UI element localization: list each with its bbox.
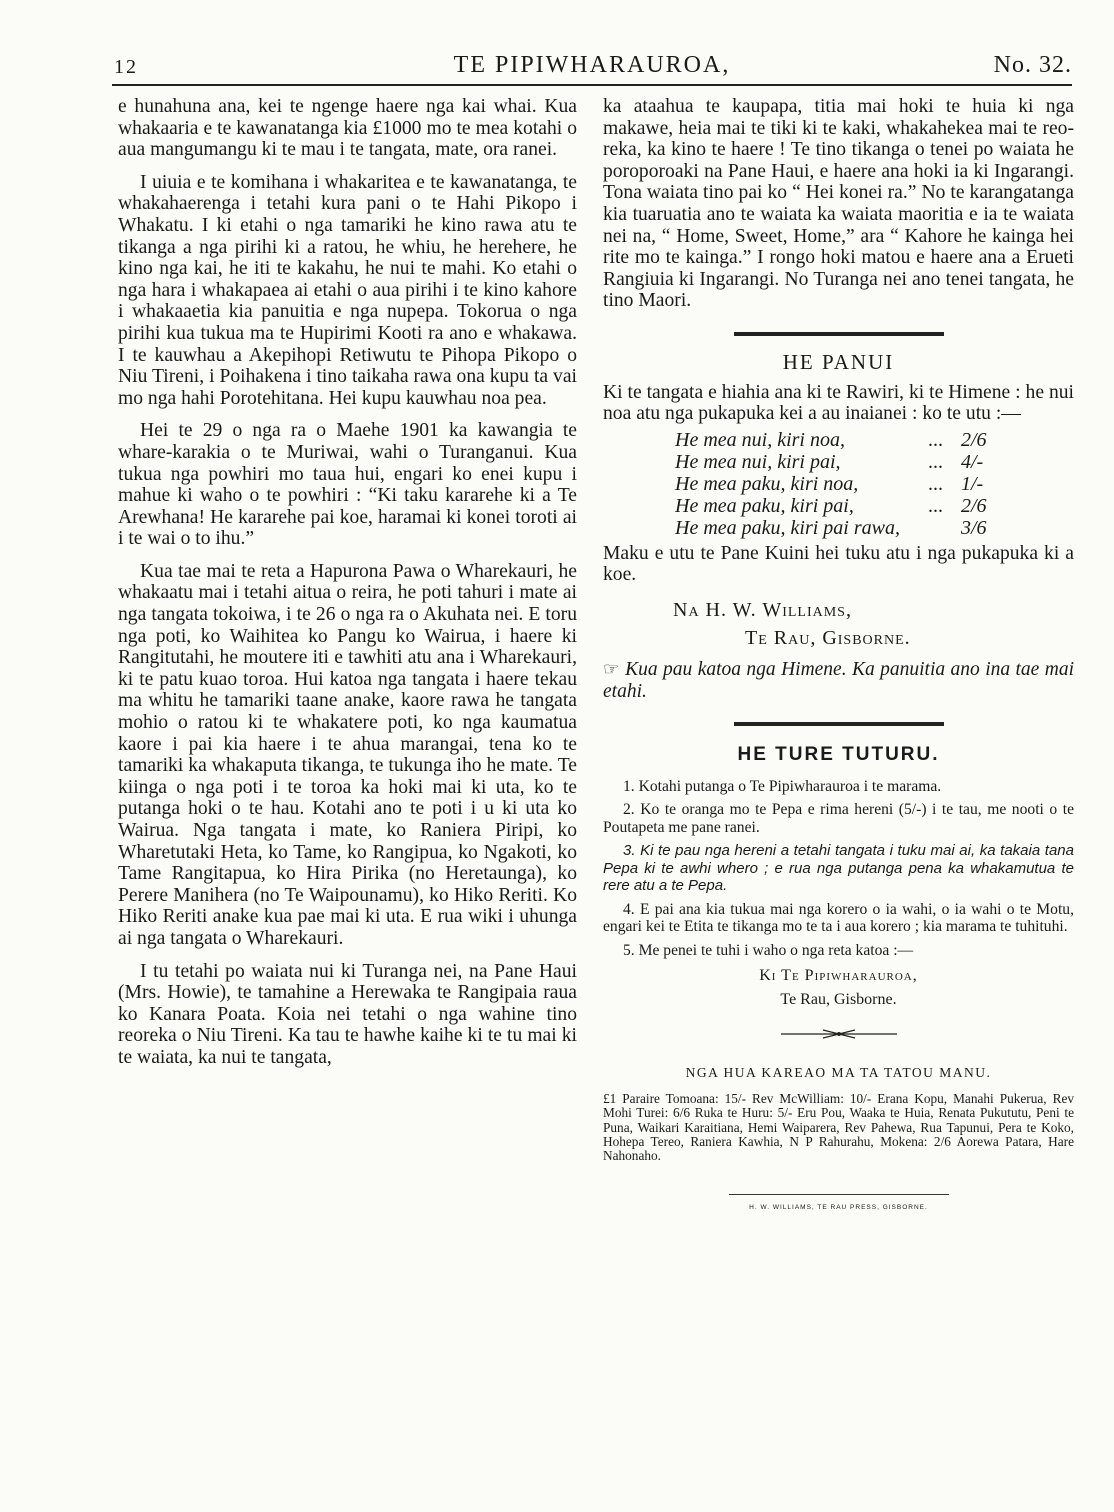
page-header (112, 52, 1072, 86)
notice-note-text: Kua pau katoa nga Himene. Ka panuitia ano ina tae mai etahi. (603, 659, 1074, 702)
left-column (118, 96, 577, 1080)
rules-list (603, 778, 1074, 960)
price-row (675, 451, 987, 473)
article-paragraph: Kua tae mai te reta a Hapurona Pawa o Wharekauri, he whakaatu mai i tetahi aitua o reira, he poti tahuri i mate ai nga tangata tokoiwa, i te 26 o nga ra o Akuhata nei. E toru nga poti, ko Waihitea ko Pangu ko Wairua, i haere ki Rangitutahi, he moutere iti e tawhiti atu ana i Wharekauri, ki te patu kuao toroa. Hui katoa nga tangata i haere tekau ma whitu he tamariki taane anake, kaore rawa he tangata mohio o ratou ki te whakatere poti, ko nga kaumatua kaore i pai kia haere i te ahua marangai, tena ko te tamariki ka whakaputa tikanga, te tukunga iho he mate. Te kiinga o nga poti i te toroa ka hoki mai ki uta, ko te putanga hoki o te hau. Kotahi ano te poti i u ki uta ko Wairua. Nga tangata i mate, ko Raniera Piripi, ko Wharetutaki Heta, ko Tame, ko Rangipua, ko Ngakoti, ko Tame Rangitapua, ko Hira Pirika (no Heretaunga), ko Perere Manihera (no Te Waipounamu), ko Hiko Reriti. Ko Hiko Reriti anake kua pae mai ki uta. E rua wiki i uhunga ai nga tangata o Wharekauri. (118, 560, 577, 949)
rules-section (603, 744, 1074, 1010)
price-dots: ... (927, 428, 943, 451)
footer-rule (729, 1194, 949, 1195)
price-value: 4/- (960, 450, 984, 473)
price-item: He mea paku, kiri pai, (675, 494, 854, 517)
notice-section (603, 349, 1074, 702)
article-paragraph: Hei te 29 o nga ra o Maehe 1901 ka kawangia te whare-karakia o te Muriwai, wahi o Turanganui. Kua tukua nga powhiri mo taua hui, engari ko enei kupu i mahue ki waho o te powhiri : “Ki taku kararehe ki a Te Arewhana! He kararehe pai koe, haramai ki konei toroti ai i te wai o to ihu.” (118, 420, 577, 550)
rule-item: 2. Ko te oranga mo te Pepa e rima hereni (5/-) i te tau, me nooti o te Poutapeta me pane ranei. (603, 801, 1074, 836)
price-row (675, 473, 987, 495)
price-item: He mea paku, kiri noa, (675, 472, 859, 495)
price-dots: ... (927, 450, 943, 473)
ornament-divider-icon (603, 1025, 1074, 1047)
notice-note (603, 659, 1074, 702)
price-dots (900, 517, 961, 539)
rules-address-place: Te Rau, Gisborne. (780, 990, 897, 1008)
article-continuation: ka ataahua te kaupapa, titia mai hoki te huia ki nga makawe, heia mai te tiki ki te kaki, whakahekea mai te reo-reka, ka kino te haere ! Te tino tikanga o tenei po waiata he poroporoaki na Pane Haui, e haere ana hoki ia ki Ingarangi. Tona waiata tino pai ko “ Hei konei ra.” No te karangatanga kia tuaruatia ano te waiata ka waiata maoritia e ia te waiata nei na, “ Home, Sweet, Home,” ara “ Kahore he kainga hei rite mo te kainga.” I rongo hoki matou e haere ana a Erueti Rangiuia ki Ingarangi. No Turanga nei ano tenei tangata, he tino Maori. (603, 96, 1074, 312)
section-divider (734, 722, 944, 726)
pointing-hand-icon: ☞ (603, 659, 620, 680)
header-rule (112, 84, 1072, 86)
fund-section (603, 1062, 1074, 1164)
article-paragraph: I tu tetahi po waiata nui ki Turanga nei, na Pane Haui (Mrs. Howie), te tamahine a Herewaka te Rangipaia raua ko Kanara Poata. Koia nei tetahi o nga wahine tino reoreka o Niu Tireni. Ka tau te hawhe kaihe ki te tu mai ki te waiata, ka nui te tangata, (118, 960, 577, 1068)
price-value: 1/- (960, 472, 984, 495)
rules-address-name: Ki Te Pipiwharauroa, (759, 967, 918, 985)
price-item: He mea nui, kiri noa, (675, 428, 845, 451)
rule-item: 4. E pai ana kia tukua mai nga korero o ia wahi, o ia wahi o te Motu, engari kei te Etita te tikanga mo te ta i aua korero ; kia marama te tuhituhi. (603, 900, 1074, 936)
right-column (603, 96, 1074, 1218)
notice-payment: Maku e utu te Pane Kuini hei tuku atu i nga pukapuka ki a koe. (603, 542, 1074, 586)
article-paragraph: I uiuia e te komihana i whakaritea e te kawanatanga, te whakahaerenga i tetahi kura pani o te Hahi Pikopo i Whakatu. I ki etahi o nga tamariki he kino rawa atu te tikanga a nga pirihi ki a ratou, he whiu, he herehere, he kino nga kai, he iti te kakahu, he nui te mahi. Ko etahi o nga hara i whakapaea ai etahi o aua pirihi i te kino kahore i whakaaetia kia panuitia e nga nupepa. Tokorua o nga pirihi kua tukua ma te Hupirimi Kooti ra ano e whakawa. I te kauwhau a Akepihopi Retiwutu te Pihopa Pikopo o Niu Tireni, i Poihakena i tino taikaha rawa ona kupu ta vai mo nga hahi Porotehitana. Hei kupu kauwhau noa pea. (118, 171, 577, 409)
price-row (675, 495, 987, 517)
newspaper-title: TE PIPIWHARAUROA, (453, 52, 731, 78)
rule-item: 3. Ki te pau nga hereni a tetahi tangata i tuku mai ai, ka takaia tana Pepa ki te awhi whero ; e rua nga putanga pena ka whakamutua te rere atu a te Pepa. (603, 842, 1074, 895)
price-value: 2/6 (960, 494, 987, 517)
price-item: He mea paku, kiri pai rawa, (675, 516, 900, 539)
fund-heading: NGA HUA KAREAO MA TA TATOU MANU. (685, 1065, 992, 1081)
signature-name: Na H. W. Williams, (673, 598, 852, 621)
price-item: He mea nui, kiri pai, (675, 450, 841, 473)
price-dots: ... (927, 472, 943, 495)
article-paragraph: e hunahuna ana, kei te ngenge haere nga kai whai. Kua whakaaria e te kawanatanga kia £1000 mo te mea kotahi o aua mangumangu ki te mau i te tangata, mate, ora ranei. (118, 96, 577, 161)
section-divider (734, 332, 944, 336)
rule-item: 5. Me penei te tuhi i waho o nga reta katoa :— (623, 941, 914, 959)
price-list (675, 429, 987, 539)
price-dots: ... (927, 494, 943, 517)
rules-heading: HE TURE TUTURU. (737, 744, 940, 766)
price-value: 2/6 (960, 428, 987, 451)
issue-number: No. 32. (993, 52, 1072, 78)
signature-place: Te Rau, Gisborne. (745, 626, 911, 649)
printer-imprint: H. W. WILLIAMS, TE RAU PRESS, GISBORNE. (749, 1203, 928, 1211)
page-number: 12 (114, 56, 138, 78)
notice-heading: HE PANUI (782, 349, 895, 374)
fund-text: £1 Paraire Tomoana: 15/- Rev McWilliam: 10/- Erana Kopu, Manahi Pukerua, Rev Mohi Turei: 6/6 Ruka te Huru: 5/- Eru Pou, Waaka te Huia, Renata Pukututu, Peni te Puna, Waikari Karaitiana, Hemi Waiparera, Rev Pahewa, Rua Tapunui, Pera te Koko, Hohepa Tereo, Raniera Kawhia, N P Rahurahu, Mokena: 2/6 Aorewa Patara, Hare Nahonaho. (603, 1090, 1074, 1164)
price-row (675, 429, 987, 451)
price-value: 3/6 (960, 516, 987, 539)
rule-item: 1. Kotahi putanga o Te Pipiwharauroa i te marama. (623, 777, 942, 795)
price-row (675, 517, 987, 539)
notice-intro: Ki te tangata e hiahia ana ki te Rawiri, ki te Himene : he nui noa atu nga pukapuka kei a au inaianei : ko te utu :— (603, 381, 1074, 425)
